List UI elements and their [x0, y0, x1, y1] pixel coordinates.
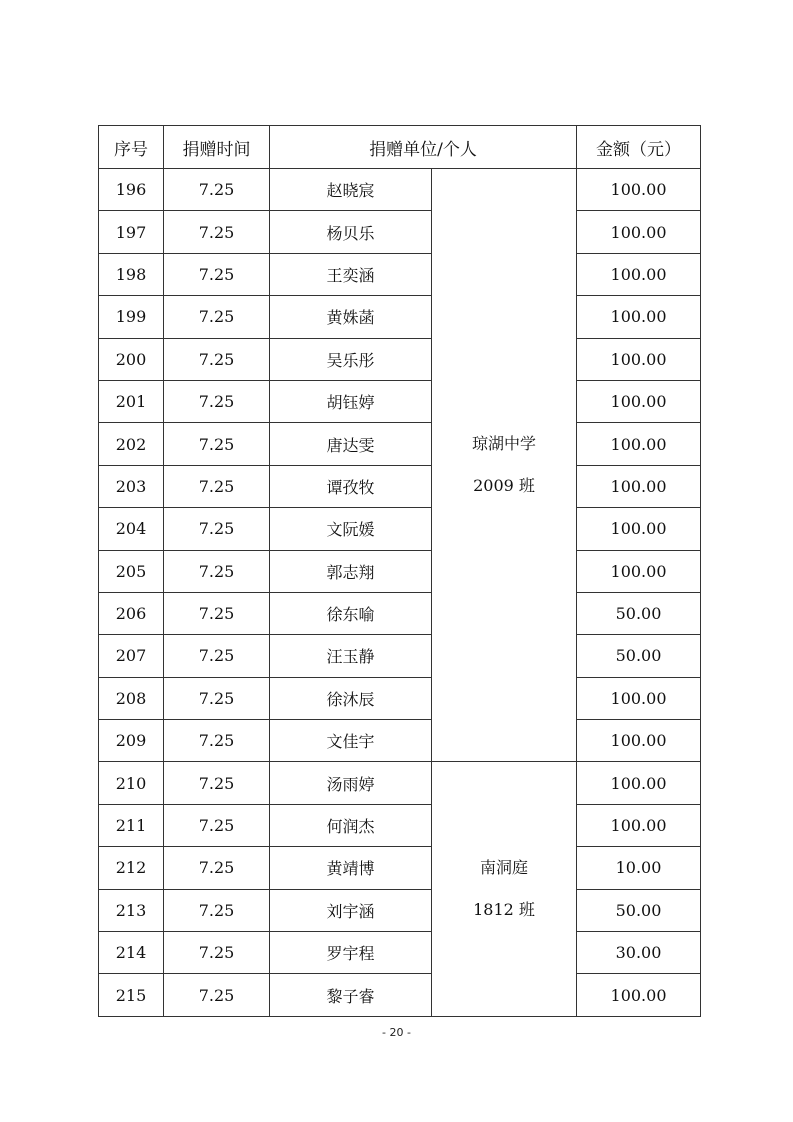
cell-date: 7.25	[164, 635, 270, 677]
cell-date: 7.25	[164, 720, 270, 762]
cell-seq: 206	[99, 592, 164, 634]
cell-seq: 209	[99, 720, 164, 762]
cell-amount: 30.00	[577, 932, 701, 974]
cell-date: 7.25	[164, 380, 270, 422]
cell-seq: 200	[99, 338, 164, 380]
cell-seq: 197	[99, 211, 164, 253]
cell-donor-name: 王奕涵	[270, 253, 432, 295]
table-row	[99, 974, 701, 1016]
cell-seq: 210	[99, 762, 164, 804]
cell-donor-name: 黄靖博	[270, 847, 432, 889]
cell-seq: 207	[99, 635, 164, 677]
page-number: - 20 -	[382, 1026, 411, 1039]
cell-amount: 100.00	[577, 508, 701, 550]
cell-seq: 201	[99, 380, 164, 422]
cell-donor-unit	[432, 169, 577, 762]
cell-date: 7.25	[164, 296, 270, 338]
cell-donor-name: 杨贝乐	[270, 211, 432, 253]
cell-date: 7.25	[164, 592, 270, 634]
cell-seq: 196	[99, 169, 164, 211]
cell-seq: 204	[99, 508, 164, 550]
unit-name-line: 南洞庭	[480, 858, 529, 878]
cell-date: 7.25	[164, 169, 270, 211]
table-row	[99, 253, 701, 295]
header-seq: 序号	[99, 126, 164, 169]
cell-amount: 100.00	[577, 720, 701, 762]
cell-donor-name: 郭志翔	[270, 550, 432, 592]
cell-seq: 205	[99, 550, 164, 592]
cell-donor-name: 赵晓宸	[270, 169, 432, 211]
cell-amount: 100.00	[577, 804, 701, 846]
cell-donor-name: 刘宇涵	[270, 889, 432, 931]
cell-donor-name: 汪玉静	[270, 635, 432, 677]
cell-seq: 198	[99, 253, 164, 295]
header-donor: 捐赠单位/个人	[270, 126, 577, 169]
table-row	[99, 211, 701, 253]
donation-table	[98, 125, 701, 1017]
table-row	[99, 169, 701, 211]
cell-donor-unit	[432, 762, 577, 1016]
table-row	[99, 804, 701, 846]
cell-date: 7.25	[164, 508, 270, 550]
cell-amount: 100.00	[577, 253, 701, 295]
cell-date: 7.25	[164, 762, 270, 804]
cell-amount: 50.00	[577, 592, 701, 634]
cell-date: 7.25	[164, 889, 270, 931]
cell-amount: 50.00	[577, 635, 701, 677]
cell-donor-name: 徐东喻	[270, 592, 432, 634]
table-row	[99, 889, 701, 931]
cell-donor-name: 谭孜牧	[270, 465, 432, 507]
cell-amount: 100.00	[577, 211, 701, 253]
table-row	[99, 550, 701, 592]
cell-donor-name: 黄姝菡	[270, 296, 432, 338]
table-row	[99, 932, 701, 974]
table-header-row	[99, 126, 701, 169]
cell-date: 7.25	[164, 677, 270, 719]
unit-class-line: 2009 班	[473, 476, 535, 496]
cell-donor-name: 罗宇程	[270, 932, 432, 974]
cell-amount: 50.00	[577, 889, 701, 931]
table-row	[99, 847, 701, 889]
cell-donor-name: 徐沐辰	[270, 677, 432, 719]
cell-seq: 215	[99, 974, 164, 1016]
cell-amount: 100.00	[577, 677, 701, 719]
cell-date: 7.25	[164, 974, 270, 1016]
cell-donor-name: 胡钰婷	[270, 380, 432, 422]
table-row	[99, 338, 701, 380]
cell-amount: 100.00	[577, 423, 701, 465]
unit-class-line: 1812 班	[473, 900, 535, 920]
cell-donor-name: 汤雨婷	[270, 762, 432, 804]
cell-donor-name: 文佳宇	[270, 720, 432, 762]
table-row	[99, 380, 701, 422]
header-amount: 金额（元）	[577, 126, 701, 169]
cell-seq: 203	[99, 465, 164, 507]
cell-date: 7.25	[164, 211, 270, 253]
cell-date: 7.25	[164, 804, 270, 846]
cell-donor-name: 黎子睿	[270, 974, 432, 1016]
cell-donor-name: 唐达雯	[270, 423, 432, 465]
cell-amount: 100.00	[577, 465, 701, 507]
table-row	[99, 423, 701, 465]
table-row	[99, 677, 701, 719]
cell-amount: 10.00	[577, 847, 701, 889]
table-body	[99, 126, 701, 1017]
table-row	[99, 465, 701, 507]
cell-seq: 212	[99, 847, 164, 889]
cell-date: 7.25	[164, 465, 270, 507]
cell-date: 7.25	[164, 932, 270, 974]
cell-amount: 100.00	[577, 169, 701, 211]
cell-amount: 100.00	[577, 296, 701, 338]
cell-date: 7.25	[164, 847, 270, 889]
header-date: 捐赠时间	[164, 126, 270, 169]
cell-seq: 199	[99, 296, 164, 338]
cell-seq: 213	[99, 889, 164, 931]
cell-seq: 214	[99, 932, 164, 974]
cell-amount: 100.00	[577, 338, 701, 380]
cell-date: 7.25	[164, 423, 270, 465]
cell-amount: 100.00	[577, 380, 701, 422]
table-row	[99, 720, 701, 762]
cell-amount: 100.00	[577, 762, 701, 804]
cell-date: 7.25	[164, 253, 270, 295]
unit-name-line: 琼湖中学	[472, 434, 537, 454]
table-row	[99, 592, 701, 634]
cell-seq: 202	[99, 423, 164, 465]
table-row	[99, 508, 701, 550]
cell-donor-name: 文阮媛	[270, 508, 432, 550]
cell-donor-name: 吴乐彤	[270, 338, 432, 380]
table-row	[99, 635, 701, 677]
cell-date: 7.25	[164, 550, 270, 592]
table-row	[99, 296, 701, 338]
cell-date: 7.25	[164, 338, 270, 380]
cell-amount: 100.00	[577, 974, 701, 1016]
table-row	[99, 762, 701, 804]
cell-seq: 208	[99, 677, 164, 719]
cell-amount: 100.00	[577, 550, 701, 592]
cell-donor-name: 何润杰	[270, 804, 432, 846]
cell-seq: 211	[99, 804, 164, 846]
